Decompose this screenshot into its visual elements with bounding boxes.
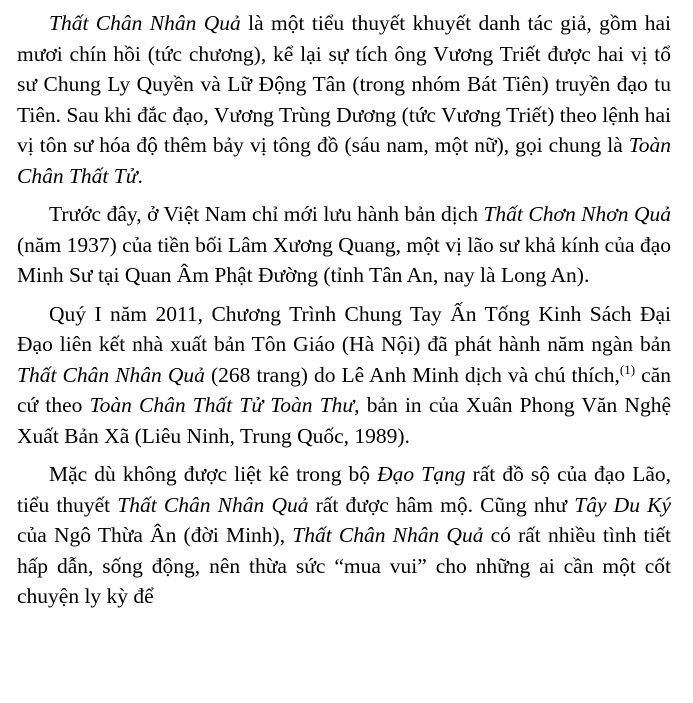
text-run: căn cứ theo	[17, 362, 672, 417]
text-run: Quý I năm 2011, Chương Trình Chung Tay Ấn Tống Kinh Sách Đại Đạo liên kết nhà xuất bản Tôn Giáo (Hà Nội) đã phát hành năm ngàn bản	[17, 301, 671, 356]
book-title: Thất Chân Nhân Quả	[17, 362, 205, 387]
book-title: Thất Chân Nhân Quả	[49, 11, 241, 35]
book-title: Tây Du Ký	[574, 492, 671, 517]
paragraph-4	[17, 459, 671, 612]
book-title: Đạo Tạng	[377, 462, 466, 486]
paragraph-1	[17, 8, 671, 191]
text-run: .	[137, 163, 143, 188]
text-run: Mặc dù không được liệt kê trong bộ	[49, 462, 378, 486]
book-title: Toàn Chân Thất Tử	[17, 133, 671, 188]
text-run: Trước đây, ở Việt Nam chỉ mới lưu hành bản dịch	[49, 202, 484, 226]
footnote-reference: (1)	[619, 361, 636, 377]
text-run: rất đồ sộ của đạo Lão, tiểu thuyết	[17, 462, 671, 517]
paragraph-3	[17, 299, 671, 452]
text-run: , bản in của Xuân Phong Văn Nghệ Xuất Bản Xã (Liêu Ninh, Trung Quốc, 1989).	[17, 393, 671, 448]
text-run: có rất nhiều tình tiết hấp dẫn, sống động, nên thừa sức “mua vui” cho những ai cần một cốt chuyện ly kỳ để	[17, 523, 671, 608]
text-run: rất được hâm mộ. Cũng như	[308, 492, 575, 517]
text-run: của Ngô Thừa Ân (đời Minh),	[17, 523, 293, 547]
text-run: (năm 1937) của tiền bối Lâm Xương Quang, một vị lão sư khả kính của đạo Minh Sư tại Quan Âm Phật Đường (tỉnh Tân An, nay là Long An).	[17, 232, 671, 287]
book-title: Toàn Chân Thất Tử Toàn Thư	[89, 393, 355, 417]
text-run: (268 trang) do Lê Anh Minh dịch và chú thích,	[204, 362, 620, 387]
book-title: Thất Chân Nhân Quả	[292, 523, 484, 547]
paragraph-2	[17, 199, 671, 291]
text-run: là một tiểu thuyết khuyết danh tác giả, gồm hai mươi chín hồi (tức chương), kể lại sự tích ông Vương Triết được hai vị tổ sư Chung Ly Quyền và Lữ Động Tân (trong nhóm Bát Tiên) truyền đạo tu Tiên. Sau khi đắc đạo, Vương Trùng Dương (tức Vương Triết) theo lệnh hai vị tôn sư hóa độ thêm bảy vị tông đồ (sáu nam, một nữ), gọi chung là	[17, 11, 671, 157]
book-title: Thất Chơn Nhơn Quả	[483, 202, 671, 226]
book-title: Thất Chân Nhân Quả	[117, 492, 309, 517]
